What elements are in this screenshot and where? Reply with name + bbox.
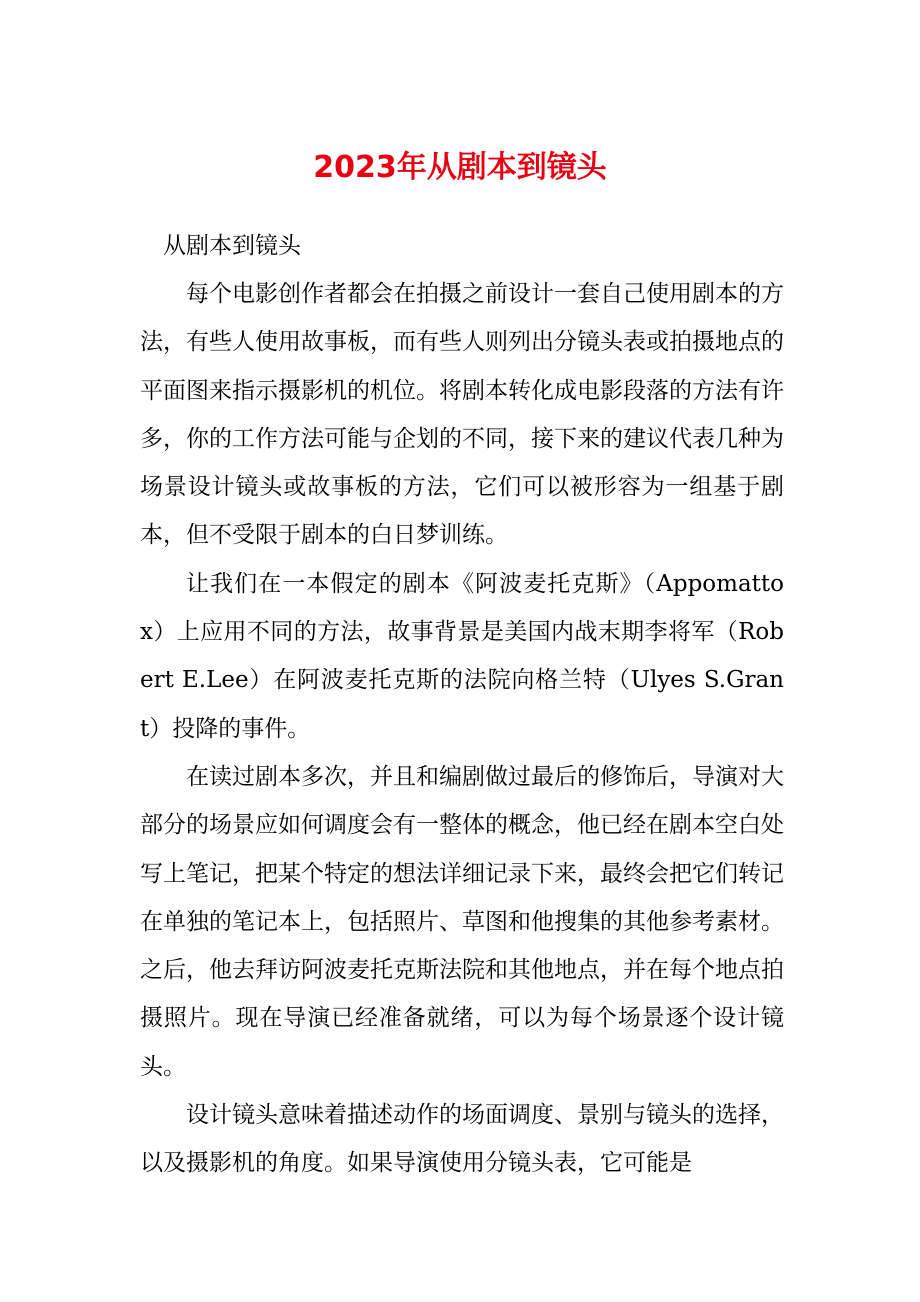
section-heading: 从剧本到镜头 xyxy=(163,233,301,259)
document-title: 2023年从剧本到镜头 xyxy=(313,150,607,185)
document-body xyxy=(140,270,784,1188)
paragraph-2: 让我们在一本假定的剧本《阿波麦托克斯》（Appomattox）上应用不同的方法，故事背景是美国内战末期李将军（Robert E.Lee）在阿波麦托克斯的法院向格兰特（Ulyes S.Grant）投降的事件。 xyxy=(140,570,784,742)
paragraph-3: 在读过剧本多次，并且和编剧做过最后的修饰后，导演对大部分的场景应如何调度会有一整体的概念，他已经在剧本空白处写上笔记，把某个特定的想法详细记录下来，最终会把它们转记在单独的笔记本上，包括照片、草图和他搜集的其他参考素材。之后，他去拜访阿波麦托克斯法院和其他地点，并在每个地点拍摄照片。现在导演已经准备就绪，可以为每个场景逐个设计镜头。 xyxy=(140,763,784,1080)
paragraph-4: 设计镜头意味着描述动作的场面调度、景别与镜头的选择，以及摄影机的角度。如果导演使用分镜头表，它可能是 xyxy=(140,1102,784,1177)
paragraph-1: 每个电影创作者都会在拍摄之前设计一套自己使用剧本的方法，有些人使用故事板，而有些人则列出分镜头表或拍摄地点的平面图来指示摄影机的机位。将剧本转化成电影段落的方法有许多，你的工作方法可能与企划的不同，接下来的建议代表几种为场景设计镜头或故事板的方法，它们可以被形容为一组基于剧本，但不受限于剧本的白日梦训练。 xyxy=(140,281,784,549)
